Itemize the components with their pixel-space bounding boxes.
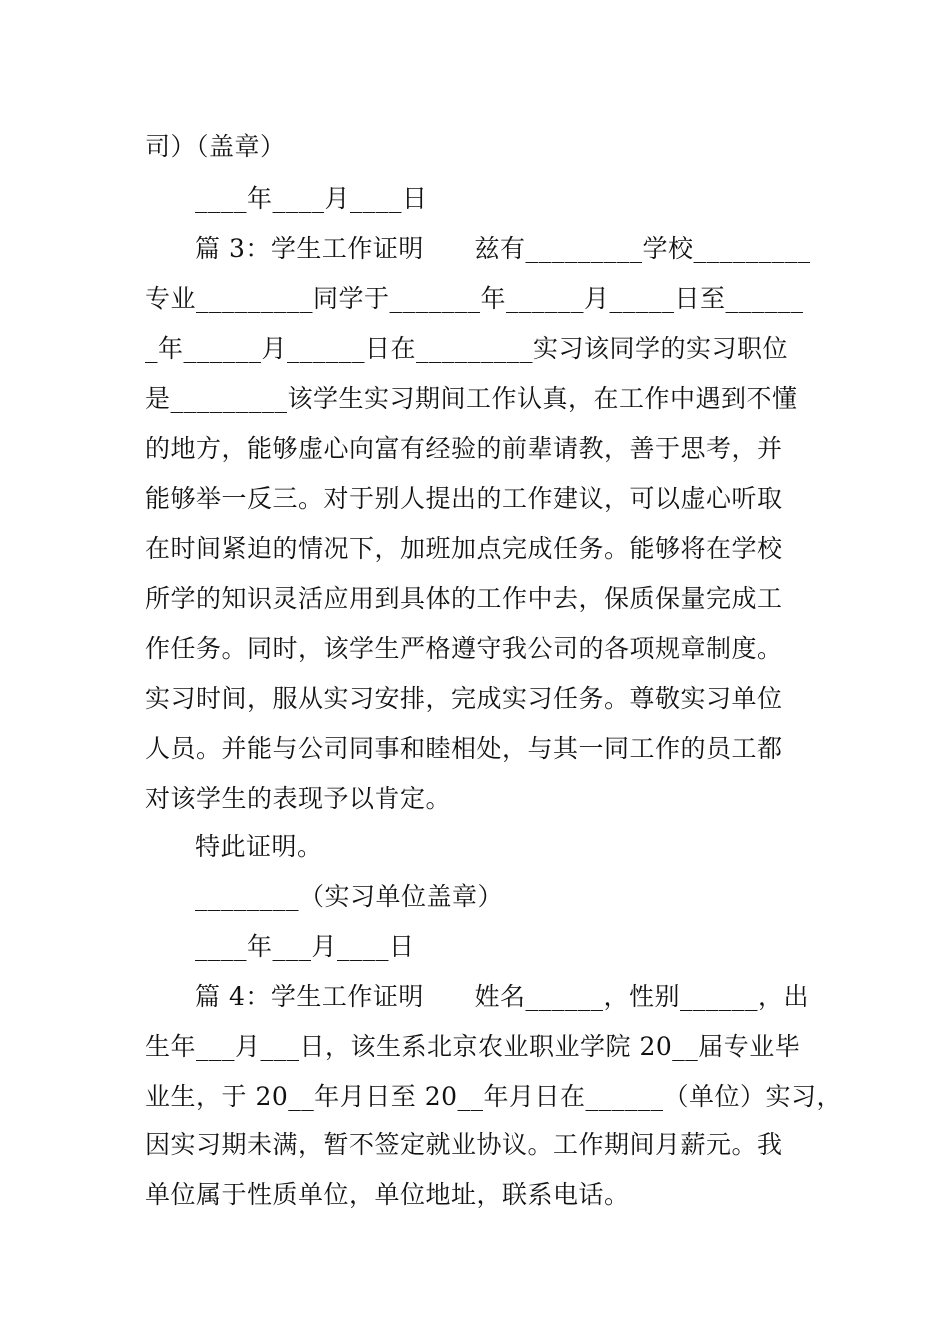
date-line: ____年___月____日 — [195, 932, 415, 961]
text-line: 对该学生的表现予以肯定。 — [145, 784, 452, 813]
text-line: 人员。并能与公司同事和睦相处，与其一同工作的员工都 — [145, 734, 783, 763]
text-line: 的地方，能够虚心向富有经验的前辈请教，善于思考，并 — [145, 434, 783, 463]
text-line: 是_________该学生实习期间工作认真，在工作中遇到不懂 — [145, 384, 798, 413]
text-line: 在时间紧迫的情况下，加班加点完成任务。能够将在学校 — [145, 534, 783, 563]
text-line: _年______月______日在_________实习该同学的实习职位 — [145, 334, 789, 363]
seal-line: ________（实习单位盖章） — [195, 882, 504, 911]
text-line: 生年___月___日，该生系北京农业职业学院 20__届专业毕 — [145, 1032, 801, 1061]
section-4-heading-line: 篇 4：学生工作证明 姓名______，性别______，出 — [195, 982, 810, 1011]
text-line: 作任务。同时，该学生严格遵守我公司的各项规章制度。 — [145, 634, 783, 663]
text-line: 业生，于 20__年月日至 20__年月日在______（单位）实习， — [145, 1082, 843, 1111]
text-line: 专业_________同学于_______年______月_____日至______ — [145, 284, 804, 313]
text-line: 司）（盖章） — [145, 132, 286, 161]
text-line: 实习时间，服从实习安排，完成实习任务。尊敬实习单位 — [145, 684, 783, 713]
text-line: 单位属于性质单位，单位地址，联系电话。 — [145, 1180, 630, 1209]
text-line: 因实习期未满，暂不签定就业协议。工作期间月薪元。我 — [145, 1130, 783, 1159]
text-line: 能够举一反三。对于别人提出的工作建议，可以虚心听取 — [145, 484, 783, 513]
section-3-heading-line: 篇 3：学生工作证明 兹有_________学校_________ — [195, 234, 811, 263]
date-line: ____年____月____日 — [195, 184, 428, 213]
text-line: 所学的知识灵活应用到具体的工作中去，保质保量完成工 — [145, 584, 783, 613]
closing-line: 特此证明。 — [195, 832, 323, 861]
